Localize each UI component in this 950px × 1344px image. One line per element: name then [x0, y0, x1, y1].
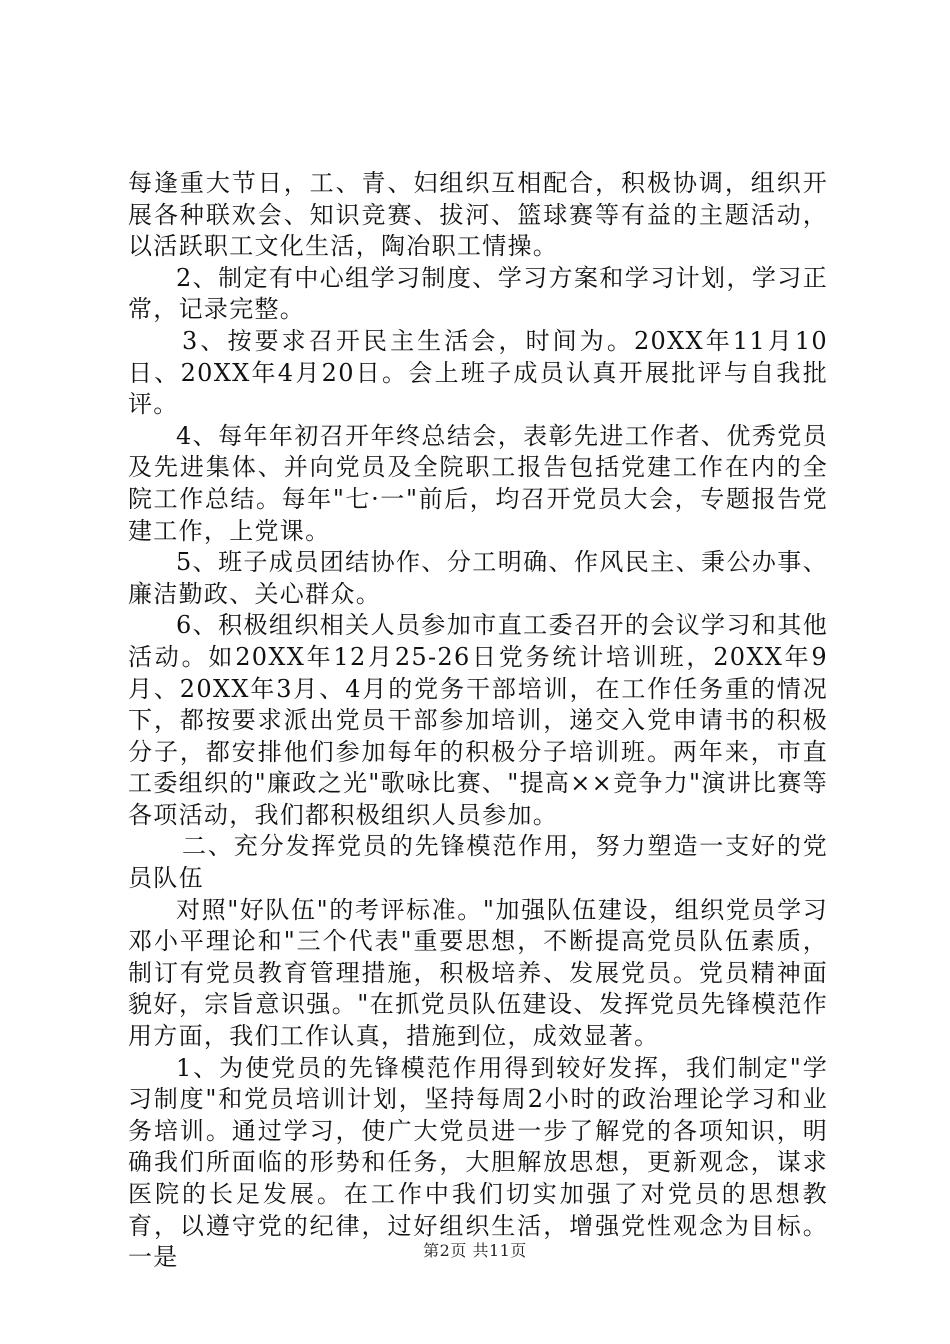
page-number: 第2页 共11页: [423, 1241, 527, 1260]
paragraph-item-5: 5、班子成员团结协作、分工明确、作风民主、秉公办事、廉洁勤政、关心群众。: [128, 548, 828, 608]
paragraph-good-team-standard: 对照"好队伍"的考评标准。"加强队伍建设，组织党员学习邓小平理论和"三个代表"重要思想，不断提高党员队伍素质，制订有党员教育管理措施，积极培养、发展党员。党员精神面貌好，宗旨意识强。"在抓党员队伍建设、发挥党员先锋模范作用方面，我们工作认真，措施到位，成效显著。: [128, 895, 828, 1051]
paragraph-item-4: 4、每年年初召开年终总结会，表彰先进工作者、优秀党员及先进集体、并向党员及全院职工报告包括党建工作在内的全院工作总结。每年"七·一"前后，均召开党员大会，专题报告党建工作，上党课。: [128, 421, 828, 545]
section-heading-2: 二、充分发挥党员的先锋模范作用，努力塑造一支好的党员队伍: [128, 832, 828, 893]
paragraph-item-3: 3、按要求召开民主生活会，时间为。20XX年11月10日、20XX年4月20日。会上班子成员认真开展批评与自我批评。: [128, 326, 828, 419]
paragraph-section2-item-1: 1、为使党员的先锋模范作用得到较好发挥，我们制定"学习制度"和党员培训计划，坚持每周2小时的政治理论学习和业务培训。通过学习，使广大党员进一步了解党的各项知识，明确我们所面临的形势和任务，大胆解放思想，更新观念，谋求医院的长足发展。在工作中我们切实加强了对党员的思想教育，以遵守党的纪律，过好组织生活，增强党性观念为目标。一是: [128, 1053, 828, 1272]
paragraph-festival-activities: 每逢重大节日，工、青、妇组织互相配合，积极协调，组织开展各种联欢会、知识竞赛、拔河、篮球赛等有益的主题活动，以活跃职工文化生活，陶冶职工情操。: [128, 169, 828, 261]
paragraph-item-6: 6、积极组织相关人员参加市直工委召开的会议学习和其他活动。如20XX年12月25-26日党务统计培训班，20XX年9月、20XX年3月、4月的党务干部培训，在工作任务重的情况下，都按要求派出党员干部参加培训，递交入党申请书的积极分子，都安排他们参加每年的积极分子培训班。两年来，市直工委组织的"廉政之光"歌咏比赛、"提高××竞争力"演讲比赛等各项活动，我们都积极组织人员参加。: [128, 611, 828, 829]
paragraph-item-2: 2、制定有中心组学习制度、学习方案和学习计划，学习正常，记录完整。: [128, 263, 828, 324]
document-body: [128, 168, 828, 1274]
